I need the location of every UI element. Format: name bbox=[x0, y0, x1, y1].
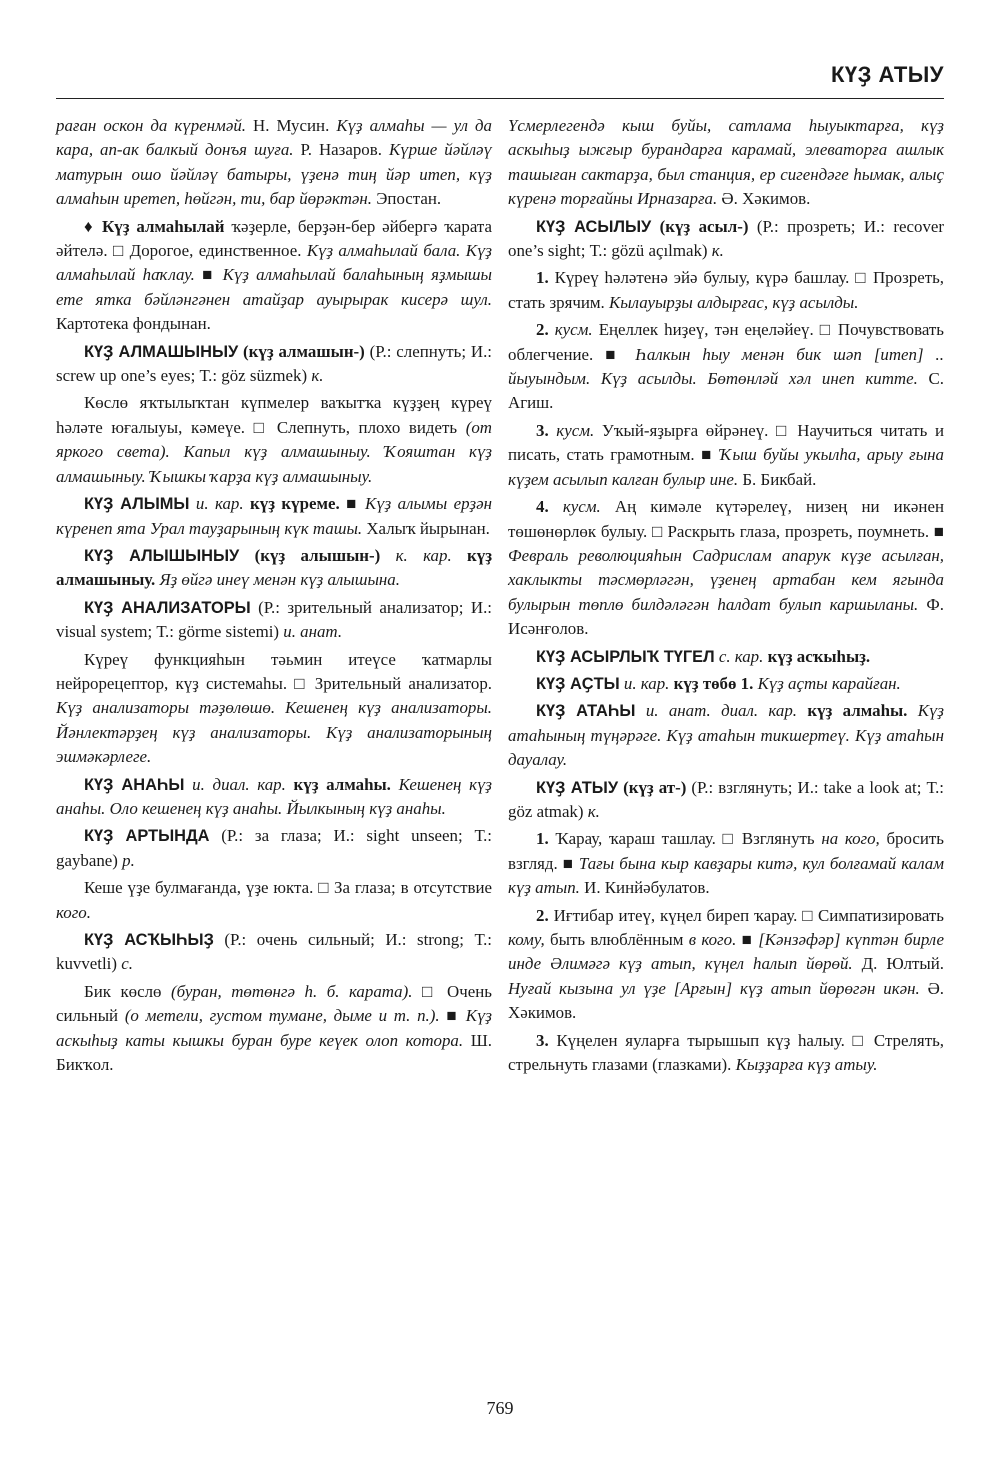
italic-text: Күҙ аҫты карайған. bbox=[753, 673, 901, 693]
translation-square-icon: □ bbox=[852, 1030, 867, 1050]
translation-square-icon: □ bbox=[253, 417, 269, 437]
definition-text: Күреү һәләтенә эйә булыу, күрә башлау. bbox=[548, 268, 856, 288]
translation-square-icon: □ bbox=[855, 268, 868, 288]
diamond-icon: ♦ bbox=[84, 216, 103, 236]
bold-term: 2. bbox=[536, 905, 549, 925]
definition-text: (Р.: прозреть; И.: recover one’s sight; Т.: gözü açılmak) bbox=[508, 216, 945, 261]
definition-text: Прозреть, стать зрячим. bbox=[508, 268, 944, 312]
definition-text: ҡәҙерле, берҙән-бер әйбергә ҡарата әйтелә. bbox=[56, 216, 493, 261]
bold-term: (күҙ асыл-) bbox=[651, 216, 749, 236]
italic-text: кусм. bbox=[548, 320, 593, 340]
italic-text: на кого, bbox=[821, 829, 880, 849]
phrase-kuz-almahylay bbox=[56, 215, 492, 337]
bold-term: күҙ алмаһы. bbox=[797, 701, 908, 721]
running-head: КҮҘ АТЫУ bbox=[830, 62, 944, 87]
bold-term: (күҙ ат-) bbox=[618, 777, 687, 797]
bold-term: күҙ алмаһы. bbox=[285, 774, 391, 794]
bold-term: күҙ күреме. bbox=[243, 494, 340, 514]
sense-1 bbox=[508, 266, 944, 315]
definition-text: Почувствовать облегчение. bbox=[508, 320, 944, 364]
italic-text: Яҙ өйгә инеү менән күҙ алышына. bbox=[155, 570, 400, 590]
entry-kuz-askyhyz-sense bbox=[56, 980, 492, 1078]
definition-text: Ш. Бикҡол. bbox=[56, 1030, 492, 1075]
italic-text: [Кәнзәфәр] күптән бирле инде Әлимәгә күҙ атып, күңел һалып йөрөй. bbox=[508, 930, 944, 974]
entry-kuz-asty bbox=[508, 672, 944, 696]
definition-text: Уҡый-яҙырға өйрәнеү. bbox=[594, 420, 777, 440]
para-continuation-right bbox=[508, 114, 944, 212]
definition-text: Симпатизировать bbox=[813, 905, 945, 925]
definition-text: (Р.: очень сильный; И.: strong; Т.: kuvvetli) bbox=[56, 930, 492, 974]
headword: КҮҘ АРТЫНДА bbox=[84, 827, 210, 846]
italic-text: Күҙ алмаһылай балаһының яҙмышы ете ятка бәйләнгәнен атайҙар ауырырак кисерә шул. bbox=[56, 265, 492, 309]
bold-term: 1. bbox=[536, 829, 549, 849]
page-number: 769 bbox=[486, 1398, 514, 1418]
italic-text: к. bbox=[311, 366, 324, 386]
definition-text: Бик көслө bbox=[84, 981, 172, 1001]
italic-text: (от яркого света). Капыл күҙ алмашыныу. Ҡояштан күҙ алмашыныу. Ҡышкы ҡарҙа күҙ алмашыныу. bbox=[56, 417, 493, 486]
italic-text: к. кар. bbox=[380, 545, 452, 565]
example-square-icon: ■ bbox=[339, 494, 359, 514]
definition-text: Халыҡ йырынан. bbox=[362, 518, 490, 538]
italic-text: кого. bbox=[56, 902, 91, 922]
definition-text: Ә. Хәкимов. bbox=[717, 189, 811, 209]
italic-text: к. bbox=[587, 801, 600, 821]
italic-text: кусм. bbox=[548, 497, 601, 517]
headword: КҮҘ АНАЛИЗАТОРЫ bbox=[84, 598, 251, 617]
headword: КҮҘ АСЫЛЫУ bbox=[536, 217, 652, 236]
entry-kuz-almashynyu bbox=[56, 340, 492, 389]
headword: КҮҘ АСЫРЛЫҠ ТҮГЕЛ bbox=[536, 647, 715, 666]
definition-text: (Р.: за глаза; И.: sight unseen; Т.: gaybane) bbox=[56, 826, 492, 870]
translation-square-icon: □ bbox=[802, 905, 814, 925]
entry-kuz-askyhyz bbox=[56, 928, 492, 977]
example-square-icon: ■ bbox=[701, 445, 714, 465]
definition-text: Күңелен яуларға тырышып күҙ һалыу. bbox=[548, 1030, 853, 1050]
bold-term: 3. bbox=[536, 1030, 549, 1050]
italic-text: Нуғай кызына ул үҙе [Арғын] күҙ атып йөрөгән икән. bbox=[508, 978, 920, 998]
italic-text: Үсмерлегендә кыш буйы, сатлама һыуыктарға, күҙ аскыһыҙ ыжғыр бурандарға карамай, элеваторға ашлык ташыған сактарҙа, был станция, ер сигендәге һымак, алыҫ күренә торғайны Ирназарға. bbox=[508, 116, 944, 209]
definition-text: Р. Назаров. bbox=[293, 140, 389, 160]
para-continuation bbox=[56, 114, 492, 212]
bold-term: 4. bbox=[536, 497, 549, 517]
italic-text: Кешенең күҙ анаһы. Оло кешенең күҙ анаһы. Йылкының күҙ анаһы. bbox=[56, 774, 493, 818]
definition-text: С. Агиш. bbox=[508, 369, 944, 413]
left-column bbox=[56, 114, 492, 1080]
bold-term: күҙ асҡыһыҙ. bbox=[763, 646, 871, 666]
headword: КҮҘ АСҠЫҺЫҘ bbox=[84, 931, 214, 949]
entry-kuz-asyrlyk-tugel bbox=[508, 645, 944, 669]
definition-text: Иғтибар итеү, күңел биреп ҡарау. bbox=[548, 905, 803, 925]
italic-text: Һалкын һыу менән бик шәп [итеп] .. йыуындым. Күҙ асылды. Бөтөнләй хәл инеп китте. bbox=[508, 344, 945, 389]
definition-text: (Р.: слепнуть; И.: screw up one’s eyes; Т.: göz süzmek) bbox=[56, 341, 492, 386]
italic-text: кусм. bbox=[548, 420, 595, 440]
definition-text: Кеше үҙе булмағанда, үҙе юкта. bbox=[84, 878, 319, 898]
definition-text: За глаза; в отсутствие bbox=[329, 878, 492, 898]
example-square-icon: ■ bbox=[736, 930, 753, 949]
italic-text: к. bbox=[711, 241, 724, 261]
italic-text: с. bbox=[121, 954, 133, 974]
definition-text: Раскрыть глаза, прозреть, поумнеть. bbox=[662, 521, 934, 541]
definition-text: Картотека фондынан. bbox=[56, 314, 211, 334]
definition-text: Еңеллек һиҙеү, тән еңеләйеү. bbox=[592, 320, 820, 340]
entry-kuz-almashynyu-sense bbox=[56, 391, 492, 489]
bold-term: 1. bbox=[536, 268, 549, 288]
definition-text: Зрительный анализатор. bbox=[307, 673, 493, 693]
entry-kuz-anahy bbox=[56, 773, 492, 822]
italic-text: Кыҙҙарға күҙ атыу. bbox=[735, 1055, 878, 1075]
bold-term: 3. bbox=[536, 420, 549, 440]
definition-text: бросить взгляд. bbox=[508, 829, 944, 873]
italic-text: и. кар. bbox=[619, 673, 670, 693]
example-square-icon: ■ bbox=[933, 521, 944, 541]
header-rule bbox=[56, 98, 944, 99]
right-column bbox=[508, 114, 944, 1080]
example-square-icon: ■ bbox=[605, 344, 624, 364]
italic-text: и. анат. диал. кар. bbox=[635, 701, 798, 721]
italic-text: Кылауырҙы алдырғас, күҙ асылды. bbox=[609, 292, 859, 312]
translation-square-icon: □ bbox=[722, 829, 736, 849]
italic-text: Күҙ алмаһы — ул да кара, ап-ак балкый донъя шуға. bbox=[56, 116, 492, 160]
definition-text: Слепнуть, плохо видеть bbox=[268, 417, 466, 437]
sense-3 bbox=[508, 419, 944, 492]
entry-kuz-atahy bbox=[508, 699, 944, 772]
definition-text: Б. Бикбай. bbox=[738, 469, 817, 489]
translation-square-icon: □ bbox=[819, 320, 832, 340]
bold-term: Күҙ алмаһылай bbox=[102, 216, 225, 236]
bold-term: (күҙ алмашын-) bbox=[238, 341, 365, 361]
headword: КҮҘ АТЫУ bbox=[536, 778, 619, 797]
italic-text: (буран, төтөнгә һ. б. карата). bbox=[171, 981, 413, 1001]
definition-text: Стрелять, стрельнуть глазами (глазками). bbox=[508, 1030, 945, 1075]
italic-text: и. кар. bbox=[189, 494, 244, 514]
bold-term: күҙ алмашыныу. bbox=[56, 545, 493, 590]
italic-text: Ҡыш буйы укылһа, арыу ғына күҙем асылып калған булыр ине. bbox=[508, 445, 944, 489]
entry-kuz-analizatory bbox=[56, 596, 492, 645]
definition-text: И. Кинйәбулатов. bbox=[579, 878, 710, 898]
bold-term: күҙ төбө 1. bbox=[669, 673, 754, 693]
definition-text: Күреү функцияһын тәьмин итеүсе ҡатмарлы нейрорецептор, күҙ системаһы. bbox=[56, 649, 492, 693]
translation-square-icon: □ bbox=[112, 241, 125, 261]
definition-text: Д. Юлтый. bbox=[852, 954, 944, 974]
example-square-icon: ■ bbox=[194, 265, 216, 285]
italic-text: Күҙ аскыһыҙ каты кышкы буран буре кеүек олоп котора. bbox=[56, 1006, 492, 1050]
headword: КҮҘ АНАҺЫ bbox=[84, 775, 185, 794]
headword: КҮҘ АТАҺЫ bbox=[536, 702, 636, 721]
italic-text: Күҙ алымы ерҙән күренеп ята Урал тауҙарының күк ташы. bbox=[56, 494, 492, 538]
bold-term: (күҙ алышын-) bbox=[239, 545, 381, 565]
italic-text: раған оскон да күренмәй. bbox=[56, 116, 246, 135]
definition-text: Научиться читать и писать, стать грамотным. bbox=[508, 420, 944, 465]
entry-kuz-atyu bbox=[508, 776, 944, 825]
italic-text: в кого. bbox=[688, 930, 737, 949]
definition-text: Взглянуть bbox=[735, 829, 822, 849]
italic-text: (о метели, густом тумане, дыме и т. п.). bbox=[124, 1006, 440, 1026]
sense-2 bbox=[508, 318, 944, 416]
definition-text: Н. Мусин. bbox=[246, 116, 337, 135]
definition-text: (Р.: зрительный анализатор; И.: visual system; Т.: görme sistemi) bbox=[56, 597, 492, 642]
definition-text: Дорогое, единственное. bbox=[124, 241, 307, 261]
translation-square-icon: □ bbox=[651, 521, 663, 541]
italic-text: Күҙ атаһының түңәрәге. Күҙ атаһын тикшертеү. Күҙ атаһын дауалау. bbox=[508, 701, 945, 770]
bold-term: 2. bbox=[536, 320, 549, 340]
entry-kuz-artynda-sense bbox=[56, 876, 492, 925]
example-square-icon: ■ bbox=[439, 1006, 460, 1026]
sense-3 bbox=[508, 1029, 944, 1078]
translation-square-icon: □ bbox=[776, 420, 790, 440]
italic-text: Күҙ анализаторы тәҙөлөшө. Кешенең күҙ анализаторы. Йәнлектәрҙең күҙ анализаторы. Күҙ анализаторының эшмәкәрлеге. bbox=[56, 698, 492, 767]
definition-text: Эпостан. bbox=[372, 189, 442, 209]
sense-1 bbox=[508, 827, 944, 900]
italic-text: и. диал. кар. bbox=[184, 774, 286, 794]
headword: КҮҘ АҪТЫ bbox=[536, 674, 620, 693]
headword: КҮҘ АЛЫШЫНЫУ bbox=[84, 546, 240, 565]
headword: КҮҘ АЛЫМЫ bbox=[84, 495, 190, 514]
translation-square-icon: □ bbox=[318, 878, 330, 898]
definition-text: Көслө яҡтылыҡтан күпмелер ваҡытҡа күҙҙең күреү һәләте юғалыуы, кәмеүе. bbox=[56, 393, 492, 437]
translation-square-icon: □ bbox=[412, 981, 438, 1001]
definition-text: Ҡарау, ҡараш ташлау. bbox=[548, 829, 723, 849]
translation-square-icon: □ bbox=[294, 673, 308, 693]
definition-text: Аң кимәле күтәрелеү, низең ни икәнен төшөнөрлөк булыу. bbox=[508, 497, 944, 541]
entry-kuz-asylyu bbox=[508, 215, 944, 264]
italic-text: Февраль революцияһын Садрислам апарук күҙе асылған, хаклыкты тәсмөрләгән, үҙенең артабан кем ягында булырын төплө билдәләгән һалдат булып каршыланы. bbox=[508, 545, 944, 614]
italic-text: кому, bbox=[508, 930, 545, 949]
italic-text: и. анат. bbox=[283, 622, 343, 642]
definition-text: Ә. Хәкимов. bbox=[508, 978, 944, 1023]
sense-4 bbox=[508, 495, 944, 641]
italic-text: Күҙ алмаһылай бала. Күҙ алмаһылай һаҡлау. bbox=[56, 241, 492, 285]
entry-kuz-artynda bbox=[56, 824, 492, 873]
example-square-icon: ■ bbox=[562, 853, 574, 873]
definition-text: (Р.: взглянуть; И.: take a look at; Т.: göz atmak) bbox=[508, 777, 944, 821]
sense-2 bbox=[508, 904, 944, 1026]
italic-text: Күрше йәйләү матурын ошо йәйләү батыры, үҙенә тиң йәр итеп, күҙ алмаһын иретеп, һөйгән, ти, бар йөрәктән. bbox=[56, 140, 493, 209]
entry-kuz-analizatory-sense bbox=[56, 648, 492, 770]
italic-text: с. кар. bbox=[714, 646, 764, 666]
italic-text: Тағы бына кыр кавҙары китә, кул болғамай калам күҙ атып. bbox=[508, 853, 944, 898]
entry-kuz-alyshynyu bbox=[56, 544, 492, 593]
entry-kuz-alymy bbox=[56, 492, 492, 541]
italic-text: р. bbox=[122, 850, 135, 870]
definition-text: Очень сильный bbox=[56, 981, 492, 1026]
definition-text: быть влюблённым bbox=[544, 930, 689, 949]
headword: КҮҘ АЛМАШЫНЫУ bbox=[84, 342, 239, 361]
definition-text: Ф. Исәнғолов. bbox=[508, 594, 944, 639]
